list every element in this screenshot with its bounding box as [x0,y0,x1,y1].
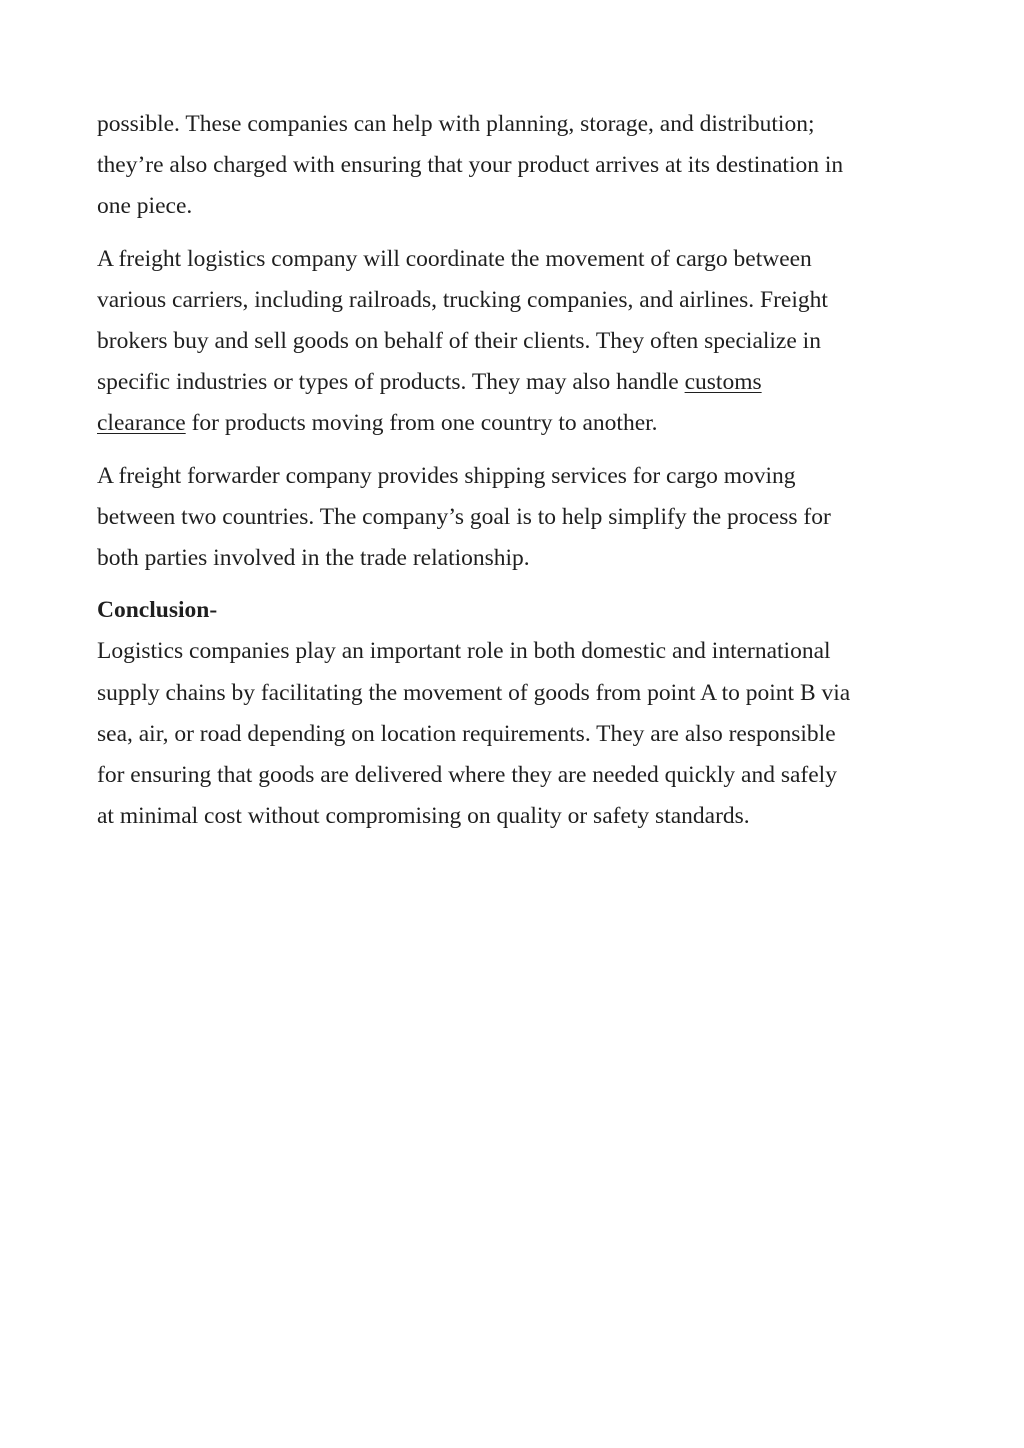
text-line: Logistics companies play an important role in both domestic and international [97,638,831,665]
text-line [97,362,931,403]
text-line: A freight logistics company will coordinate the movement of cargo between [97,245,812,272]
text-line: sea, air, or road depending on location requirements. They are also responsible [97,720,836,747]
paragraph-intro [97,104,931,228]
text-line: they’re also charged with ensuring that your product arrives at its destination in [97,152,844,179]
text-line: A freight forwarder company provides shipping services for cargo moving [97,462,796,489]
text-line: possible. These companies can help with planning, storage, and distribution; [97,111,815,137]
customs-clearance-link-continued[interactable]: clearance [97,410,186,437]
text-line: between two countries. The company’s goal is to help simplify the process for [97,503,831,530]
customs-clearance-link[interactable]: customs [684,369,762,396]
text-line: both parties involved in the trade relationship. [97,545,530,572]
text-segment: specific industries or types of products. They may also handle [97,369,685,396]
text-line: one piece. [97,193,193,220]
text-line: for ensuring that goods are delivered where they are needed quickly and safely [97,762,837,789]
paragraph-conclusion [97,631,931,837]
text-line: various carriers, including railroads, trucking companies, and airlines. Freight [97,286,828,313]
text-line: supply chains by facilitating the movement of goods from point A to point B via [97,679,851,706]
paragraph-freight-forwarder [97,456,931,580]
text-segment: for products moving from one country to another. [185,410,658,437]
conclusion-heading: Conclusion- [97,597,218,624]
text-line [97,403,931,444]
text-line: brokers buy and sell goods on behalf of their clients. They often specialize in [97,328,821,355]
paragraph-freight-logistics [97,239,931,445]
document-page [97,104,931,837]
text-line: at minimal cost without compromising on quality or safety standards. [97,803,750,830]
